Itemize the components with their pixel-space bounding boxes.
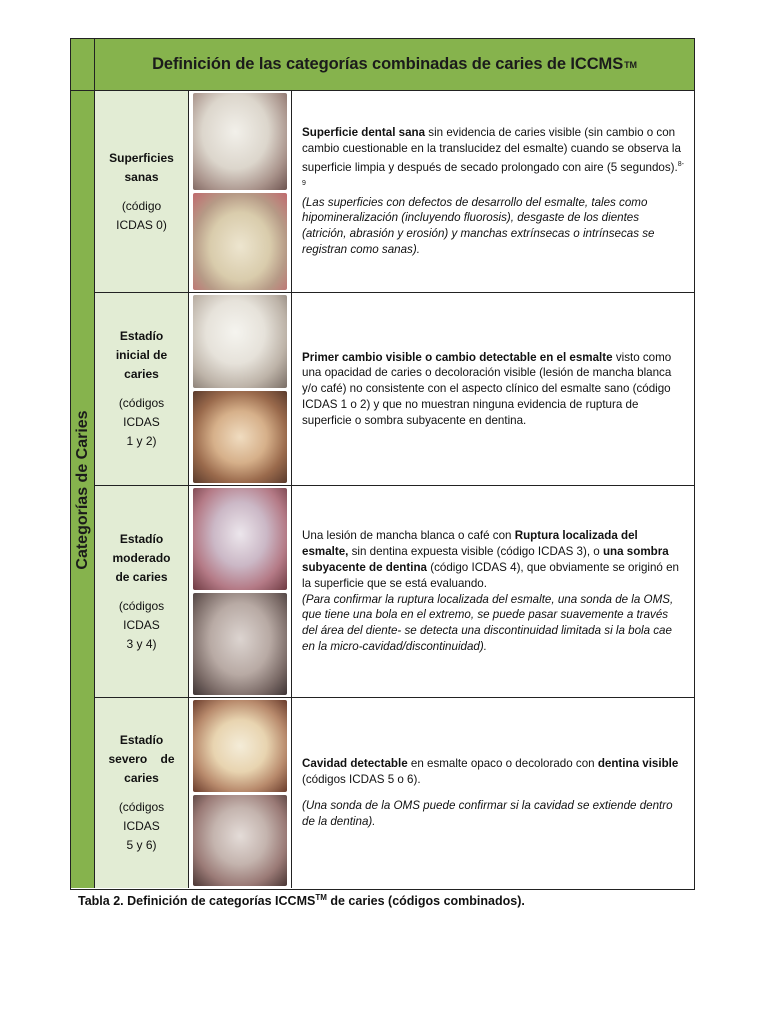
description-cell	[292, 486, 694, 697]
description-italic: (Las superficies con defectos de desarrollo del esmalte, tales como hipomineralización (incluyendo fluorosis), desgaste de los dientes (atrición, abrasión y erosión) y manchas extrínsecas o intrínsecas se registran como sanas).	[302, 195, 655, 256]
tooth-photo	[193, 593, 287, 695]
category-name-line: Estadío	[119, 531, 164, 546]
description-bold: Ruptura localizada del esmalte,	[302, 529, 638, 559]
description-note	[302, 195, 684, 258]
category-name	[109, 149, 174, 187]
category-name-line: Estadío	[119, 733, 164, 747]
side-label-column	[71, 91, 95, 888]
category-name-line: moderado	[112, 550, 171, 565]
category-name	[112, 530, 170, 587]
category-code	[119, 798, 164, 855]
tooth-photo	[193, 795, 287, 887]
photo-cell	[189, 91, 292, 292]
category-code-line: (códigos	[118, 800, 165, 814]
description-bold: una sombra subyacente de dentina	[302, 545, 669, 574]
photo-cell	[189, 486, 292, 697]
description-note	[302, 592, 684, 655]
tooth-photo	[193, 295, 287, 388]
tooth-photo	[193, 488, 287, 590]
caption-suffix: de caries (códigos combinados).	[326, 894, 525, 908]
tooth-photo	[193, 93, 287, 190]
description-text: sin evidencia de caries visible (sin cambio o con cambio cuestionable en la translucidez del esmalte) cuando se observa la superficie limpia y después de secado prolongado con aire (5 segundos).	[302, 126, 681, 174]
description-bold: Superficie dental sana	[302, 126, 426, 140]
description-cell	[292, 698, 694, 888]
table-row-superficies-sanas	[95, 91, 694, 293]
reference-superscript: 8-9	[302, 160, 684, 187]
category-code-line: (códigos	[118, 598, 165, 613]
category-code-line: 5 y 6)	[126, 838, 157, 852]
category-cell	[95, 293, 189, 485]
description-italic: (Para confirmar la ruptura localizada del esmalte, una sonda de la OMS, que tiene una bola en el extremo, se puede pasar suavemente a través del área del diente- se detecta una discontinuidad limitada si la bola cae en la micro-cavidad/discontinuidad).	[302, 592, 674, 653]
category-name-line: de caries	[115, 569, 168, 584]
category-name-line: caries	[124, 771, 159, 785]
table-caption	[78, 893, 525, 908]
tooth-photo	[193, 193, 287, 290]
description-bold: dentina visible	[597, 757, 679, 771]
description-note	[302, 798, 684, 830]
table-title-text: Definición de las categorías combinadas de caries de ICCMS	[152, 55, 624, 73]
description-bold: Cavidad detectable	[302, 757, 408, 771]
category-code-line: (código	[121, 198, 162, 213]
description-text: visto como una opacidad de caries o decoloración visible (lesión de mancha blanca y/o café) no consistente con el aspecto clínico del esmalte sano (código ICDAS 1 o 2) y que no muestran ninguna evidencia de ruptura de superficie o sombra subyacente en dentina.	[302, 350, 672, 427]
category-name-line: inicial de	[115, 348, 168, 362]
category-code-line: (códigos	[118, 396, 165, 410]
title-trademark: TM	[624, 59, 637, 70]
category-code-line: 1 y 2)	[126, 434, 157, 448]
tooth-photo	[193, 700, 287, 792]
category-code-line: ICDAS	[123, 617, 160, 632]
table-row-estadio-inicial	[95, 293, 694, 486]
category-code	[116, 197, 167, 235]
caption-trademark: TM	[315, 893, 327, 902]
description-text: Una lesión de mancha blanca o café con	[302, 529, 515, 543]
category-name-line: severo de	[108, 752, 175, 766]
description-text: (código ICDAS 4), que obviamente se originó en la superficie que se está evaluando.	[302, 560, 679, 590]
description-bold: Primer cambio visible o cambio detectable en el esmalte	[302, 350, 613, 364]
header-corner	[71, 39, 95, 90]
tooth-photo	[193, 391, 287, 484]
table-header	[71, 39, 694, 91]
description-italic: (Una sonda de la OMS puede confirmar si la cavidad se extiende dentro de la dentina).	[302, 799, 673, 828]
category-name-line: Superficies	[109, 150, 174, 165]
description-text: (códigos ICDAS 5 o 6).	[302, 773, 421, 787]
iccms-table	[70, 38, 695, 890]
category-cell	[95, 698, 189, 888]
category-code-line: 3 y 4)	[126, 636, 157, 651]
photo-cell	[189, 293, 292, 485]
category-name-line: Estadío	[119, 329, 164, 343]
category-code	[119, 394, 164, 451]
description-main	[302, 350, 684, 429]
table-title	[95, 39, 694, 90]
side-label: Categorías de Caries	[73, 409, 91, 570]
description-main	[302, 528, 684, 591]
table-row-estadio-severo	[95, 698, 694, 888]
description-cell	[292, 293, 694, 485]
category-code-line: ICDAS 0)	[116, 217, 167, 232]
category-code-line: ICDAS	[123, 819, 160, 833]
photo-cell	[189, 698, 292, 888]
category-code	[119, 597, 164, 654]
category-cell	[95, 486, 189, 697]
category-name-line: caries	[124, 367, 159, 381]
description-cell	[292, 91, 694, 292]
category-cell	[95, 91, 189, 292]
category-name	[108, 731, 174, 788]
category-name	[116, 327, 167, 384]
description-main	[302, 125, 684, 194]
table-row-estadio-moderado	[95, 486, 694, 698]
caption-prefix: Tabla 2. Definición de categorías ICCMS	[78, 894, 316, 908]
description-text: sin dentina expuesta visible (código ICDAS 3), o	[348, 545, 603, 559]
description-main	[302, 756, 684, 788]
description-text: en esmalte opaco o decolorado con	[407, 757, 598, 771]
category-name-line: sanas	[124, 169, 159, 184]
category-code-line: ICDAS	[123, 415, 160, 429]
